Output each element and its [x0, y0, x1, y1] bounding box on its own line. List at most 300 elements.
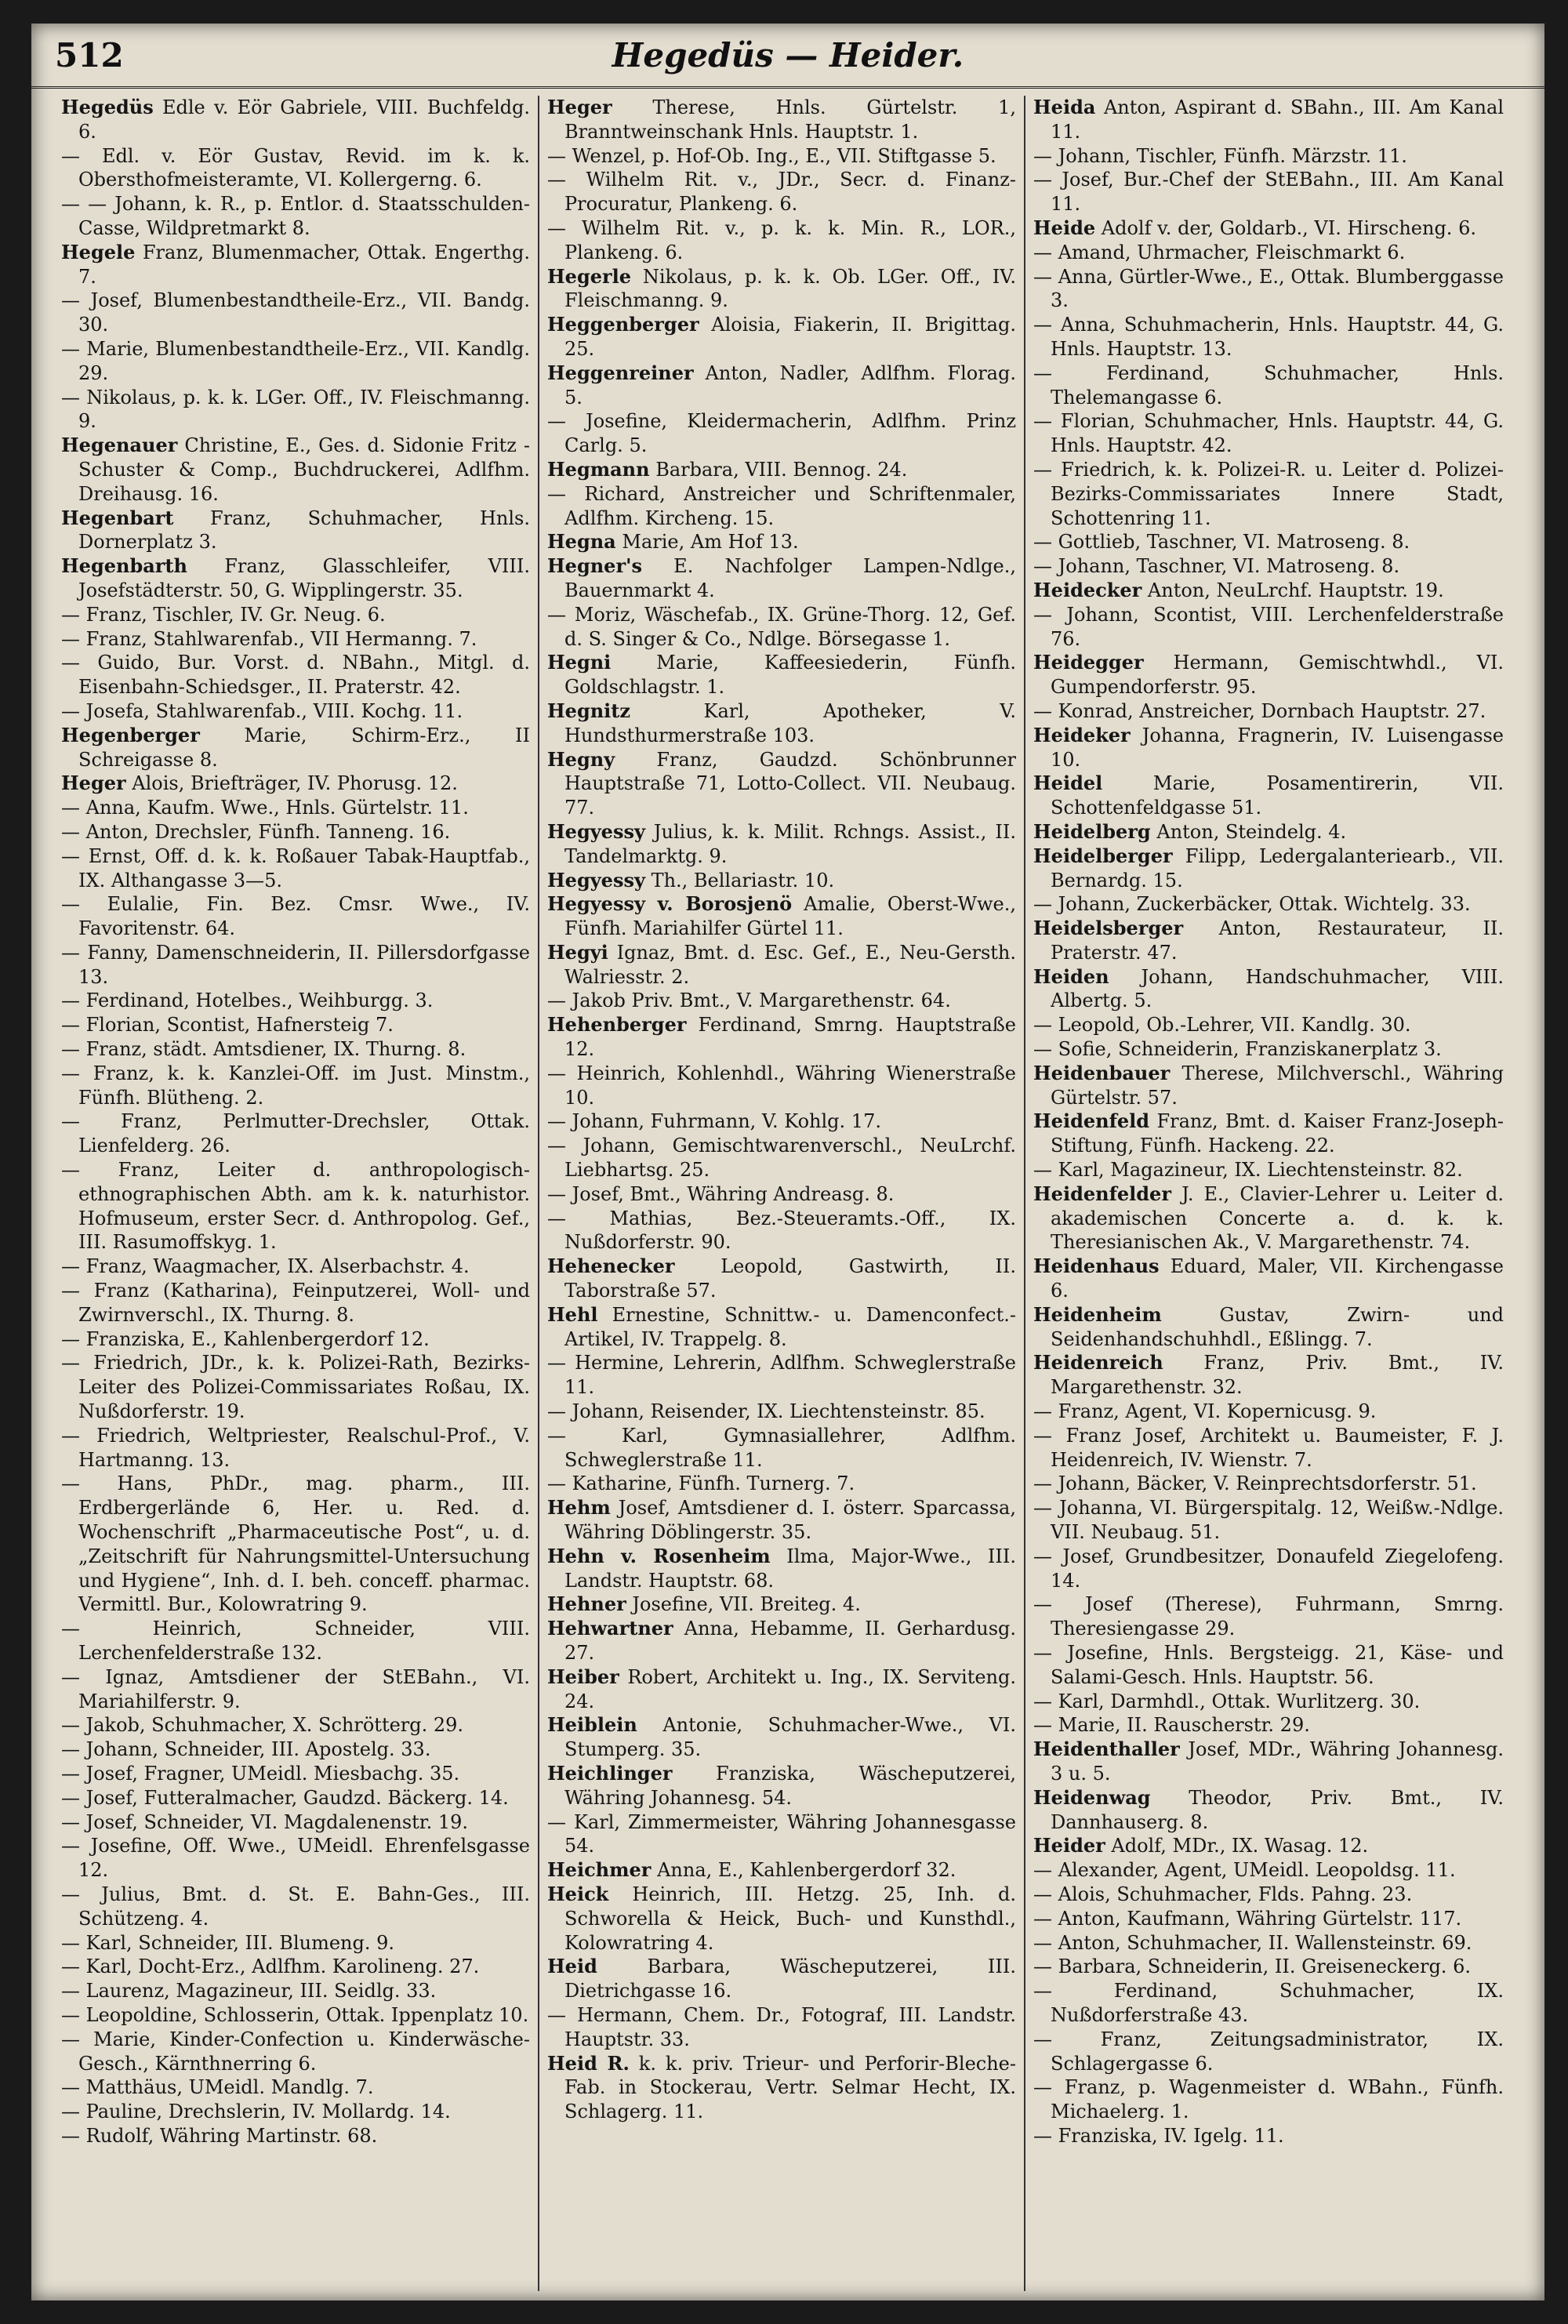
directory-entry: [61, 772, 530, 796]
entry-surname: Heggenreiner: [547, 361, 694, 384]
entry-surname: Heideker: [1033, 723, 1131, 746]
entry-surname: Heider: [1033, 1834, 1105, 1857]
entry-details: k. k. priv. Trieur- und Perforir-Bleche-Fab. in Stockerau, Vertr. Selmar Hecht, IX. Schlagerg. 11.: [564, 2052, 1016, 2123]
directory-entry: [1033, 1738, 1504, 1786]
directory-entry: [547, 1303, 1016, 1352]
entry-details: — Franz, Zeitungsadministrator, IX. Schlagergasse 6.: [1033, 2028, 1504, 2075]
entry-details: — Johann, Schneider, III. Apostelg. 33.: [61, 1738, 431, 1761]
directory-entry: [61, 1931, 530, 1955]
directory-entry: [61, 724, 530, 772]
entry-details: Julius, k. k. Milit. Rchngs. Assist., II. Tandelmarktg. 9.: [564, 820, 1016, 867]
entry-details: — Josefine, Kleidermacherin, Adlfhm. Prinz Carlg. 5.: [547, 410, 1016, 457]
directory-entry: [1033, 1255, 1504, 1303]
directory-entry: [547, 216, 1016, 265]
entry-details: Johann, Handschuhmacher, VIII. Albertg. 5.: [1051, 965, 1504, 1012]
directory-entry: [1033, 241, 1504, 265]
directory-columns: [53, 96, 1527, 2291]
directory-entry: [61, 1472, 530, 1617]
entry-details: Aloisia, Fiakerin, II. Brigittag. 25.: [564, 314, 1016, 360]
directory-entry: [547, 1255, 1016, 1303]
entry-details: — Anton, Drechsler, Fünfh. Tanneng. 16.: [61, 820, 451, 843]
directory-entry: [547, 1400, 1016, 1424]
entry-details: — Josefine, Hnls. Bergsteigg. 21, Käse- und Salami-Gesch. Hnls. Hauptstr. 56.: [1033, 1642, 1504, 1688]
entry-details: — Anna, Kaufm. Wwe., Hnls. Gürtelstr. 11.: [61, 797, 469, 819]
entry-details: — Florian, Schuhmacher, Hnls. Hauptstr. 44, G. Hnls. Hauptstr. 42.: [1033, 410, 1504, 457]
entry-surname: Hegny: [547, 747, 615, 771]
directory-entry: [1033, 965, 1504, 1014]
directory-entry: [61, 1955, 530, 1979]
entry-details: — Hermine, Lehrerin, Adlfhm. Schweglerstraße 11.: [547, 1352, 1016, 1399]
directory-entry: [547, 1207, 1016, 1255]
directory-entry: [547, 1858, 1016, 1883]
entry-details: — Anna, Gürtler-Wwe., E., Ottak. Blumberggasse 3.: [1033, 265, 1504, 312]
entry-details: — Florian, Scontist, Hafnersteig 7.: [61, 1014, 394, 1037]
directory-entry: [61, 1834, 530, 1883]
directory-entry: [1033, 1979, 1504, 2028]
entry-details: — Franz, Waagmacher, IX. Alserbachstr. 4.: [61, 1255, 470, 1278]
entry-details: — Mathias, Bez.-Steueramts.-Off., IX. Nußdorferstr. 90.: [547, 1207, 1016, 1254]
entry-details: — Josef, Schneider, VI. Magdalenenstr. 19.: [61, 1810, 469, 1833]
directory-entry: [61, 1665, 530, 1714]
directory-entry: [547, 941, 1016, 990]
directory-entry: [547, 1109, 1016, 1134]
directory-entry: [61, 941, 530, 990]
entry-surname: Heidegger: [1033, 651, 1144, 674]
entry-details: — Ernst, Off. d. k. k. Roßauer Tabak-Hauptfab., IX. Althangasse 3—5.: [61, 844, 530, 891]
entry-details: — Julius, Bmt. d. St. E. Bahn-Ges., III. Schützeng. 4.: [61, 1883, 530, 1930]
entry-details: — Laurenz, Magazineur, III. Seidlg. 33.: [61, 1980, 437, 2003]
entry-details: Johanna, Fragnerin, IV. Luisengasse 10.: [1051, 724, 1504, 771]
entry-details: Heinrich, III. Hetzg. 25, Inh. d. Schworella & Heick, Buch- und Kunsthdl., Kolowratring 4.: [564, 1883, 1016, 1954]
directory-entry: [1033, 1062, 1504, 1110]
directory-entry: [1033, 820, 1504, 844]
entry-details: — Richard, Anstreicher und Schriftenmaler, Adlfhm. Kircheng. 15.: [547, 482, 1016, 529]
directory-entry: [61, 2028, 530, 2076]
entry-surname: Hegenbart: [61, 506, 174, 529]
directory-entry: [1033, 554, 1504, 579]
directory-entry: [61, 796, 530, 820]
entry-details: Ernestine, Schnittw.- u. Damenconfect.-Artikel, IV. Trappelg. 8.: [564, 1303, 1016, 1350]
directory-entry: [61, 96, 530, 144]
entry-surname: Hegyessy: [547, 868, 645, 891]
directory-entry: [1033, 1158, 1504, 1182]
entry-details: Ferdinand, Smrng. Hauptstraße 12.: [564, 1014, 1016, 1061]
directory-entry: [1033, 1182, 1504, 1255]
entry-details: — Josef, Blumenbestandtheile-Erz., VII. Bandg. 30.: [61, 289, 530, 336]
entry-details: — Ferdinand, Schuhmacher, Hnls. Thelemangasse 6.: [1033, 361, 1504, 409]
entry-details: Josefine, VII. Breiteg. 4.: [632, 1593, 861, 1616]
entry-surname: Heiden: [1033, 964, 1109, 988]
entry-details: — Franz, Agent, VI. Kopernicusg. 9.: [1033, 1400, 1377, 1423]
entry-surname: Heid R.: [547, 2051, 630, 2075]
entry-details: — Josef, Fragner, UMeidl. Miesbachg. 35.: [61, 1762, 460, 1785]
entry-surname: Heichlinger: [547, 1761, 673, 1785]
directory-entry: [61, 1883, 530, 1931]
entry-details: E. Nachfolger Lampen-Ndlge., Bauernmarkt 4.: [564, 555, 1016, 601]
directory-entry: [1033, 2124, 1504, 2148]
entry-details: Barbara, Wäscheputzerei, III. Dietrichgasse 16.: [564, 1955, 1016, 2003]
entry-surname: Heggenberger: [547, 313, 699, 336]
entry-surname: Heidenwag: [1033, 1785, 1151, 1809]
directory-entry: [61, 241, 530, 289]
entry-details: Anton, Restaurateur, II. Praterstr. 47.: [1051, 917, 1504, 964]
entry-details: — Leopoldine, Schlosserin, Ottak. Ippenplatz 10.: [61, 2003, 529, 2026]
directory-entry: [1033, 96, 1504, 144]
entry-surname: Hegele: [61, 240, 136, 263]
directory-entry: [61, 1062, 530, 1110]
column-left: [53, 96, 539, 2291]
entry-details: — Konrad, Anstreicher, Dornbach Hauptstr. 27.: [1033, 699, 1486, 722]
entry-surname: Heiber: [547, 1665, 619, 1688]
entry-details: — Pauline, Drechslerin, IV. Mollardg. 14.: [61, 2101, 451, 2123]
directory-entry: [61, 192, 530, 241]
entry-details: Karl, Apotheker, V. Hundsthurmerstraße 103.: [564, 699, 1016, 746]
entry-surname: Heiblein: [547, 1713, 637, 1737]
directory-entry: [547, 1955, 1016, 2003]
entry-details: Franz, Glasschleifer, VIII. Josefstädterstr. 50, G. Wipplingerstr. 35.: [78, 555, 530, 601]
entry-details: — Franz, Leiter d. anthropologisch-ethnographischen Abth. am k. k. naturhistor. Hofmuseum, erster Secr. d. Anthropolog. Gef., III. Rasumoffskyg. 1.: [61, 1159, 530, 1254]
entry-surname: Hegnitz: [547, 699, 631, 722]
entry-surname: Heger: [547, 96, 612, 118]
entry-surname: Hegyessy v. Borosjenö: [547, 892, 793, 916]
entry-details: Gustav, Zwirn- und Seidenhandschuhhdl., Eßlingg. 7.: [1051, 1303, 1504, 1350]
entry-surname: Heidenthaller: [1033, 1738, 1180, 1761]
entry-details: Adolf, MDr., IX. Wasag. 12.: [1111, 1835, 1369, 1857]
directory-entry: [1033, 603, 1504, 652]
entry-details: — Jakob, Schuhmacher, X. Schrötterg. 29.: [61, 1714, 464, 1737]
entry-details: Josef, MDr., Währing Johannesg. 3 u. 5.: [1051, 1738, 1504, 1785]
directory-entry: [1033, 1713, 1504, 1738]
page-header: [31, 31, 1544, 89]
directory-entry: [547, 1062, 1016, 1110]
entry-details: — Heinrich, Schneider, VIII. Lerchenfelderstraße 132.: [61, 1618, 530, 1664]
entry-details: — Johann, Tischler, Fünfh. Märzstr. 11.: [1033, 144, 1407, 167]
directory-entry: [61, 1255, 530, 1279]
directory-entry: [61, 1037, 530, 1062]
directory-entry: [1033, 1592, 1504, 1641]
entry-details: — Nikolaus, p. k. k. LGer. Off., IV. Fleischmanng. 9.: [61, 386, 530, 433]
directory-entry: [1033, 1690, 1504, 1714]
entry-details: — Josef (Therese), Fuhrmann, Smrng. Theresiengasse 29.: [1033, 1593, 1504, 1640]
entry-details: — Friedrich, k. k. Polizei-R. u. Leiter d. Polizei-Bezirks-Commissariates Innere Stadt, Schottenring 11.: [1033, 458, 1504, 529]
directory-entry: [61, 844, 530, 893]
entry-details: Theodor, Priv. Bmt., IV. Dannhauserg. 8.: [1051, 1786, 1504, 1833]
entry-details: Franz, Schuhmacher, Hnls. Dornerplatz 3.: [78, 507, 530, 554]
directory-entry: [547, 651, 1016, 699]
entry-details: Christine, E., Ges. d. Sidonie Fritz - Schuster & Comp., Buchdruckerei, Adlfhm. Dreihausg. 16.: [78, 434, 530, 505]
entry-details: Marie, Schirm-Erz., II Schreigasse 8.: [78, 724, 530, 771]
directory-entry: [1033, 579, 1504, 603]
directory-entry: [547, 1592, 1016, 1617]
entry-details: — Johann, Bäcker, V. Reinprechtsdorferstr. 51.: [1033, 1472, 1477, 1495]
entry-details: Anna, E., Kahlenbergerdorf 32.: [657, 1859, 956, 1882]
directory-entry: [1033, 1037, 1504, 1062]
entry-surname: Hehn v. Rosenheim: [547, 1544, 771, 1567]
directory-entry: [1033, 1641, 1504, 1690]
directory-entry: [1033, 168, 1504, 216]
entry-details: — Alexander, Agent, UMeidl. Leopoldsg. 11.: [1033, 1859, 1456, 1882]
directory-entry: [1033, 772, 1504, 820]
entry-details: — Rudolf, Währing Martinstr. 68.: [61, 2124, 378, 2147]
directory-entry: [1033, 1834, 1504, 1858]
entry-details: — Franziska, E., Kahlenbergerdorf 12.: [61, 1327, 430, 1350]
entry-details: Therese, Hnls. Gürtelstr. 1, Branntweinschank Hnls. Hauptstr. 1.: [564, 96, 1016, 143]
entry-details: — Anton, Kaufmann, Währing Gürtelstr. 117.: [1033, 1907, 1462, 1930]
directory-entry: [547, 603, 1016, 652]
entry-surname: Heidenhaus: [1033, 1255, 1160, 1278]
directory-entry: [547, 1617, 1016, 1665]
entry-details: — Ferdinand, Hotelbes., Weihburgg. 3.: [61, 990, 434, 1012]
entry-details: Josef, Amtsdiener d. I. österr. Sparcassa, Währing Döblingerstr. 35.: [564, 1497, 1016, 1544]
entry-surname: Heidecker: [1033, 578, 1142, 601]
entry-surname: Hehl: [547, 1302, 598, 1326]
entry-surname: Heidenbauer: [1033, 1061, 1171, 1084]
entry-details: — Josef, Grundbesitzer, Donaufeld Ziegelofeng. 14.: [1033, 1545, 1504, 1592]
entry-details: — Franz Josef, Architekt u. Baumeister, F. J. Heidenreich, IV. Wienstr. 7.: [1033, 1424, 1504, 1471]
entry-details: — Sofie, Schneiderin, Franziskanerplatz 3.: [1033, 1038, 1442, 1061]
directory-entry: [61, 507, 530, 555]
directory-entry: [61, 989, 530, 1013]
directory-entry: [1033, 1907, 1504, 1931]
directory-entry: [1033, 1303, 1504, 1352]
directory-entry: [61, 2100, 530, 2124]
entry-details: Anna, Hebamme, II. Gerhardusg. 27.: [564, 1618, 1016, 1664]
entry-surname: Hehenberger: [547, 1013, 687, 1037]
entry-details: — Barbara, Schneiderin, II. Greiseneckerg. 6.: [1033, 1955, 1471, 1978]
directory-entry: [61, 386, 530, 434]
entry-surname: Heidel: [1033, 772, 1103, 795]
entry-details: — Hermann, Chem. Dr., Fotograf, III. Landstr. Hauptstr. 33.: [547, 2003, 1016, 2050]
directory-entry: [547, 265, 1016, 314]
entry-surname: Heidenfeld: [1033, 1109, 1150, 1133]
entry-details: — Wilhelm Rit. v., p. k. k. Min. R., LOR., Plankeng. 6.: [547, 216, 1016, 263]
directory-entry: [547, 96, 1016, 144]
directory-entry: [547, 1013, 1016, 1062]
directory-entry: [547, 554, 1016, 603]
entry-details: — Eulalie, Fin. Bez. Cmsr. Wwe., IV. Favoritenstr. 64.: [61, 893, 530, 940]
directory-entry: [1033, 917, 1504, 965]
directory-entry: [1033, 1472, 1504, 1496]
directory-entry: [1033, 844, 1504, 893]
directory-entry: [547, 482, 1016, 531]
entry-details: — Franz, städt. Amtsdiener, IX. Thurng. 8.: [61, 1038, 466, 1061]
directory-entry: [1033, 1424, 1504, 1472]
entry-surname: Hegenbarth: [61, 554, 187, 578]
entry-details: Franz, Priv. Bmt., IV. Margarethenstr. 32.: [1051, 1352, 1504, 1399]
entry-details: — Fanny, Damenschneiderin, II. Pillersdorfgasse 13.: [61, 941, 530, 988]
directory-entry: [547, 1810, 1016, 1859]
entry-surname: Heidelberg: [1033, 819, 1151, 843]
directory-entry: [547, 1762, 1016, 1810]
entry-details: Alois, Briefträger, IV. Phorusg. 12.: [132, 772, 458, 795]
directory-entry: [61, 1762, 530, 1786]
entry-details: — Karl, Zimmermeister, Währing Johannesgasse 54.: [547, 1810, 1016, 1857]
directory-entry: [61, 2075, 530, 2100]
directory-entry: [547, 869, 1016, 893]
entry-details: Leopold, Gastwirth, II. Taborstraße 57.: [564, 1255, 1016, 1302]
entry-details: Anton, NeuLrchf. Hauptstr. 19.: [1147, 579, 1444, 601]
entry-surname: Heidelberger: [1033, 844, 1173, 867]
entry-surname: Hegedüs: [61, 96, 154, 118]
entry-details: — Guido, Bur. Vorst. d. NBahn., Mitgl. d. Eisenbahn-Schiedsger., II. Praterstr. 42.: [61, 652, 530, 699]
entry-details: Anton, Aspirant d. SBahn., III. Am Kanal 11.: [1051, 96, 1504, 143]
entry-surname: Heida: [1033, 96, 1096, 118]
running-title: Hegedüs — Heider.: [612, 36, 964, 74]
directory-entry: [61, 1351, 530, 1423]
entry-details: — Johann, Reisender, IX. Liechtensteinstr. 85.: [547, 1400, 985, 1423]
directory-entry: [1033, 1013, 1504, 1037]
entry-surname: Hehwartner: [547, 1617, 673, 1640]
entry-details: — Johann, Zuckerbäcker, Ottak. Wichtelg. 33.: [1033, 893, 1471, 916]
entry-details: Franz, Gaudzd. Schönbrunner Hauptstraße 71, Lotto-Collect. VII. Neubaug. 77.: [564, 748, 1016, 819]
directory-entry: [1033, 1858, 1504, 1883]
directory-entry: [547, 1665, 1016, 1714]
entry-surname: Hehenecker: [547, 1255, 675, 1278]
directory-entry: [61, 1786, 530, 1810]
entry-details: Filipp, Ledergalanteriearb., VII. Bernardg. 15.: [1051, 844, 1504, 891]
entry-details: — Franz, Stahlwarenfab., VII Hermanng. 7.: [61, 627, 477, 650]
directory-entry: [547, 1182, 1016, 1207]
entry-surname: Heick: [547, 1882, 609, 1905]
entry-details: — Wenzel, p. Hof-Ob. Ing., E., VII. Stiftgasse 5.: [547, 144, 996, 167]
entry-details: — Amand, Uhrmacher, Fleischmarkt 6.: [1033, 241, 1406, 263]
entry-details: Franz, Bmt. d. Kaiser Franz-Joseph-Stiftung, Fünfh. Hackeng. 22.: [1051, 1110, 1504, 1157]
directory-entry: [61, 627, 530, 652]
entry-surname: Heidenfelder: [1033, 1182, 1171, 1205]
entry-details: Antonie, Schuhmacher-Wwe., VI. Stumperg. 35.: [564, 1714, 1016, 1761]
directory-entry: [547, 168, 1016, 216]
column-middle: [539, 96, 1025, 2291]
directory-entry: [61, 1810, 530, 1835]
directory-entry: [1033, 651, 1504, 699]
directory-entry: [61, 1979, 530, 2003]
directory-entry: [1033, 1931, 1504, 1955]
entry-details: — Franz, Perlmutter-Drechsler, Ottak. Lienfelderg. 26.: [61, 1110, 530, 1157]
entry-details: — Alois, Schuhmacher, Flds. Pahng. 23.: [1033, 1883, 1413, 1905]
entry-details: — Moriz, Wäschefab., IX. Grüne-Thorg. 12, Gef. d. S. Singer & Co., Ndlge. Börsegasse 1.: [547, 603, 1016, 650]
entry-details: — Josefa, Stahlwarenfab., VIII. Kochg. 11.: [61, 699, 463, 722]
entry-surname: Hegna: [547, 530, 616, 554]
directory-entry: [61, 2003, 530, 2028]
directory-entry: [1033, 1545, 1504, 1593]
entry-details: — Ignaz, Amtsdiener der StEBahn., VI. Mariahilferstr. 9.: [61, 1665, 530, 1712]
directory-entry: [547, 409, 1016, 458]
entry-details: Amalie, Oberst-Wwe., Fünfh. Mariahilfer Gürtel 11.: [564, 893, 1016, 940]
entry-surname: Hehner: [547, 1592, 626, 1616]
directory-entry: [1033, 2075, 1504, 2124]
directory-entry: [547, 1134, 1016, 1182]
directory-entry: [61, 289, 530, 337]
directory-entry: [61, 603, 530, 627]
entry-details: — Marie, Kinder-Confection u. Kinderwäsche-Gesch., Kärnthnerring 6.: [61, 2028, 530, 2075]
entry-details: — Friedrich, Weltpriester, Realschul-Prof., V. Hartmanng. 13.: [61, 1424, 530, 1471]
directory-entry: [547, 1713, 1016, 1762]
entry-details: — Karl, Docht-Erz., Adlfhm. Karolineng. 27.: [61, 1955, 480, 1978]
directory-entry: [547, 458, 1016, 482]
directory-entry: [61, 699, 530, 724]
entry-details: — Wilhelm Rit. v., JDr., Secr. d. Finanz-Procuratur, Plankeng. 6.: [547, 169, 1016, 216]
entry-details: Edle v. Eör Gabriele, VIII. Buchfeldg. 6.: [78, 96, 530, 143]
directory-entry: [1033, 409, 1504, 458]
directory-page: [31, 24, 1544, 2300]
directory-entry: [61, 651, 530, 699]
entry-surname: Hegyi: [547, 940, 608, 964]
directory-entry: [547, 144, 1016, 169]
directory-entry: [1033, 144, 1504, 169]
entry-details: — Karl, Darmhdl., Ottak. Wurlitzerg. 30.: [1033, 1690, 1421, 1712]
entry-details: Marie, Kaffeesiederin, Fünfh. Goldschlagstr. 1.: [564, 652, 1016, 699]
entry-surname: Hegenberger: [61, 723, 200, 746]
entry-surname: Heid: [547, 1955, 597, 1978]
directory-entry: [61, 1279, 530, 1327]
entry-surname: Hegner's: [547, 554, 642, 578]
directory-entry: [61, 1158, 530, 1255]
entry-details: Franz, Blumenmacher, Ottak. Engerthg. 7.: [78, 241, 530, 288]
entry-details: Franziska, Wäscheputzerei, Währing Johannesg. 54.: [564, 1762, 1016, 1809]
entry-surname: Heger: [61, 772, 126, 795]
directory-entry: [547, 1545, 1016, 1593]
directory-entry: [1033, 1883, 1504, 1907]
entry-details: — Josef, Futteralmacher, Gaudzd. Bäckerg. 14.: [61, 1786, 509, 1809]
directory-entry: [61, 820, 530, 844]
directory-entry: [547, 1472, 1016, 1496]
entry-details: Nikolaus, p. k. k. Ob. LGer. Off., IV. Fleischmanng. 9.: [564, 265, 1016, 312]
entry-details: Barbara, VIII. Bennog. 24.: [655, 458, 908, 481]
directory-entry: [61, 434, 530, 506]
entry-details: — Leopold, Ob.-Lehrer, VII. Kandlg. 30.: [1033, 1014, 1411, 1037]
entry-surname: Heidelsberger: [1033, 917, 1184, 940]
entry-details: — Franz (Katharina), Feinputzerei, Woll- und Zwirnverschl., IX. Thurng. 8.: [61, 1280, 530, 1326]
directory-entry: [61, 1424, 530, 1472]
directory-entry: [547, 2003, 1016, 2052]
entry-details: — Gottlieb, Taschner, VI. Matroseng. 8.: [1033, 531, 1410, 554]
entry-details: — Franziska, IV. Igelg. 11.: [1033, 2124, 1284, 2147]
directory-entry: [547, 989, 1016, 1013]
page-number: 512: [55, 36, 124, 74]
entry-details: Marie, Posamentirerin, VII. Schottenfeldgasse 51.: [1051, 772, 1504, 819]
directory-entry: [547, 2052, 1016, 2124]
directory-entry: [547, 1351, 1016, 1400]
directory-entry: [61, 1713, 530, 1738]
directory-entry: [1033, 265, 1504, 314]
entry-details: — Josefine, Off. Wwe., UMeidl. Ehrenfelsgasse 12.: [61, 1835, 530, 1882]
entry-details: — Johanna, VI. Bürgerspitalg. 12, Weißw.-Ndlge. VII. Neubaug. 51.: [1033, 1497, 1504, 1544]
entry-surname: Heidenreich: [1033, 1351, 1163, 1374]
entry-surname: Hegenauer: [61, 434, 178, 457]
directory-entry: [547, 699, 1016, 748]
directory-entry: [1033, 1955, 1504, 1979]
entry-details: — Johann, Taschner, VI. Matroseng. 8.: [1033, 555, 1400, 578]
entry-details: — Karl, Magazineur, IX. Liechtensteinstr. 82.: [1033, 1159, 1463, 1182]
directory-entry: [1033, 530, 1504, 554]
entry-details: Anton, Steindelg. 4.: [1156, 820, 1347, 843]
entry-details: — Edl. v. Eör Gustav, Revid. im k. k. Obersthofmeisteramte, VI. Kollergerng. 6.: [61, 144, 530, 191]
entry-details: — Marie, Blumenbestandtheile-Erz., VII. Kandlg. 29.: [61, 337, 530, 384]
directory-entry: [1033, 361, 1504, 410]
directory-entry: [61, 892, 530, 941]
directory-entry: [1033, 1786, 1504, 1835]
directory-entry: [61, 554, 530, 603]
directory-entry: [61, 1617, 530, 1665]
entry-surname: Heide: [1033, 216, 1096, 239]
directory-entry: [1033, 216, 1504, 241]
directory-entry: [61, 1013, 530, 1037]
entry-surname: Hegerle: [547, 264, 632, 288]
entry-surname: Heichmer: [547, 1858, 652, 1882]
entry-details: Marie, Am Hof 13.: [622, 531, 799, 554]
directory-entry: [1033, 2028, 1504, 2076]
directory-entry: [61, 2124, 530, 2148]
